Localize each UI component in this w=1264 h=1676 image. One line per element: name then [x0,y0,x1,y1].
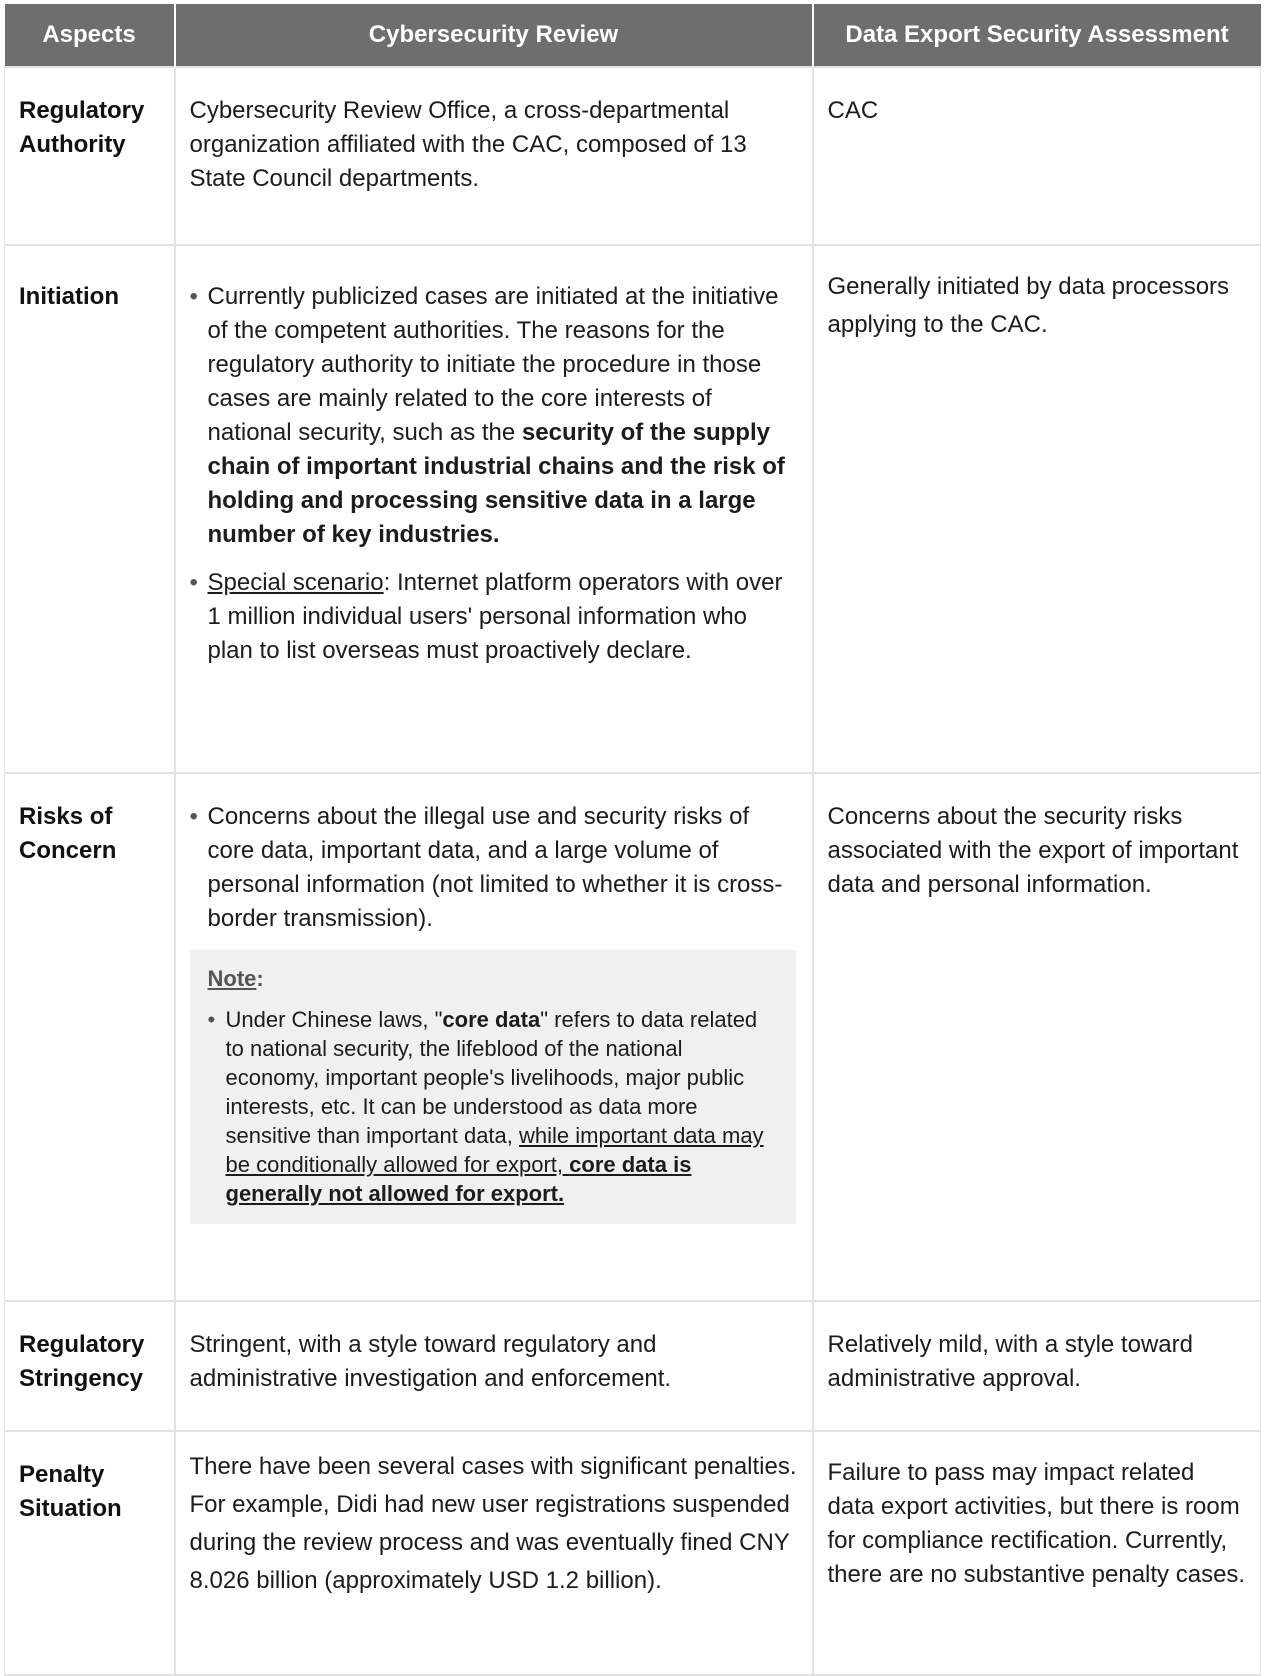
review-cell: Cybersecurity Review Office, a cross-departmental organization affiliated with the CAC, composed of 13 State Council departments. [175,67,813,245]
assessment-cell: Failure to pass may impact related data export activities, but there is room for compliance rectification. Currently, there are no substantive penalty cases. [813,1431,1261,1675]
aspect-cell: Penalty Situation [5,1431,175,1675]
note-underlined-bold-text: core data is generally not allowed for export. [225,1152,692,1206]
aspect-cell: Regulatory Stringency [5,1301,175,1431]
table-row [5,1431,1261,1675]
table-row [5,67,1261,245]
header-data-export-assessment: Data Export Security Assessment [813,4,1261,67]
review-cell [175,773,813,1301]
review-cell: There have been several cases with significant penalties. For example, Didi had new user registrations suspended during the review process and was eventually fined CNY 8.026 billion (approximately USD 1.2 billion). [175,1431,813,1675]
assessment-cell: Concerns about the security risks associated with the export of important data and personal information. [813,773,1261,1301]
header-cybersecurity-review: Cybersecurity Review [175,4,813,67]
bullet-bold-text: security of the supply chain of important industrial chains and the risk of holding and processing sensitive data in a large number of key industries. [207,419,785,548]
bullet-item [190,280,798,552]
assessment-cell: Relatively mild, with a style toward administrative approval. [813,1301,1261,1431]
bullet-item: • Concerns about the illegal use and security risks of core data, important data, and a large volume of personal information (not limited to whether it is cross-border transmission). [190,800,798,936]
header-row [5,4,1261,67]
note-core-data-term: core data [442,1007,541,1032]
special-scenario-label: Special scenario [207,569,384,596]
note-bullet: • Under Chinese laws, "core data" refers to data related to national security, the lifeblood of the national economy, important people's livelihoods, major public interests, etc. It can be understood as data more sensitive than important data, while important data may be conditionally allowed for export, core data is generally not allowed for export. [208,1005,778,1208]
table-row [5,1301,1261,1431]
note-underlined-text: while important data may be conditionally allowed for export, [225,1123,764,1177]
aspect-cell: Regulatory Authority [5,67,175,245]
bullet-item [190,566,798,668]
table-row [5,773,1261,1301]
assessment-cell: CAC [813,67,1261,245]
note-title: Note: [207,966,264,991]
aspect-cell: Initiation [5,245,175,773]
bullet-text: : Internet platform operators with over 1 million individual users' personal information who plan to list overseas must proactively declare. [207,569,783,664]
bullet-text: Currently publicized cases are initiated at the initiative of the competent authorities. The reasons for the regulatory authority to initiate the procedure in those cases are mainly related to the core interests of national security, such as the [207,283,779,446]
review-cell: Stringent, with a style toward regulatory and administrative investigation and enforcement. [175,1301,813,1431]
assessment-cell: Generally initiated by data processors applying to the CAC. [813,245,1261,773]
review-cell [175,245,813,773]
header-aspects: Aspects [5,4,175,67]
comparison-table [4,4,1261,1676]
table-row [5,245,1261,773]
aspect-cell: Risks of Concern [5,773,175,1301]
note-box [190,950,796,1224]
